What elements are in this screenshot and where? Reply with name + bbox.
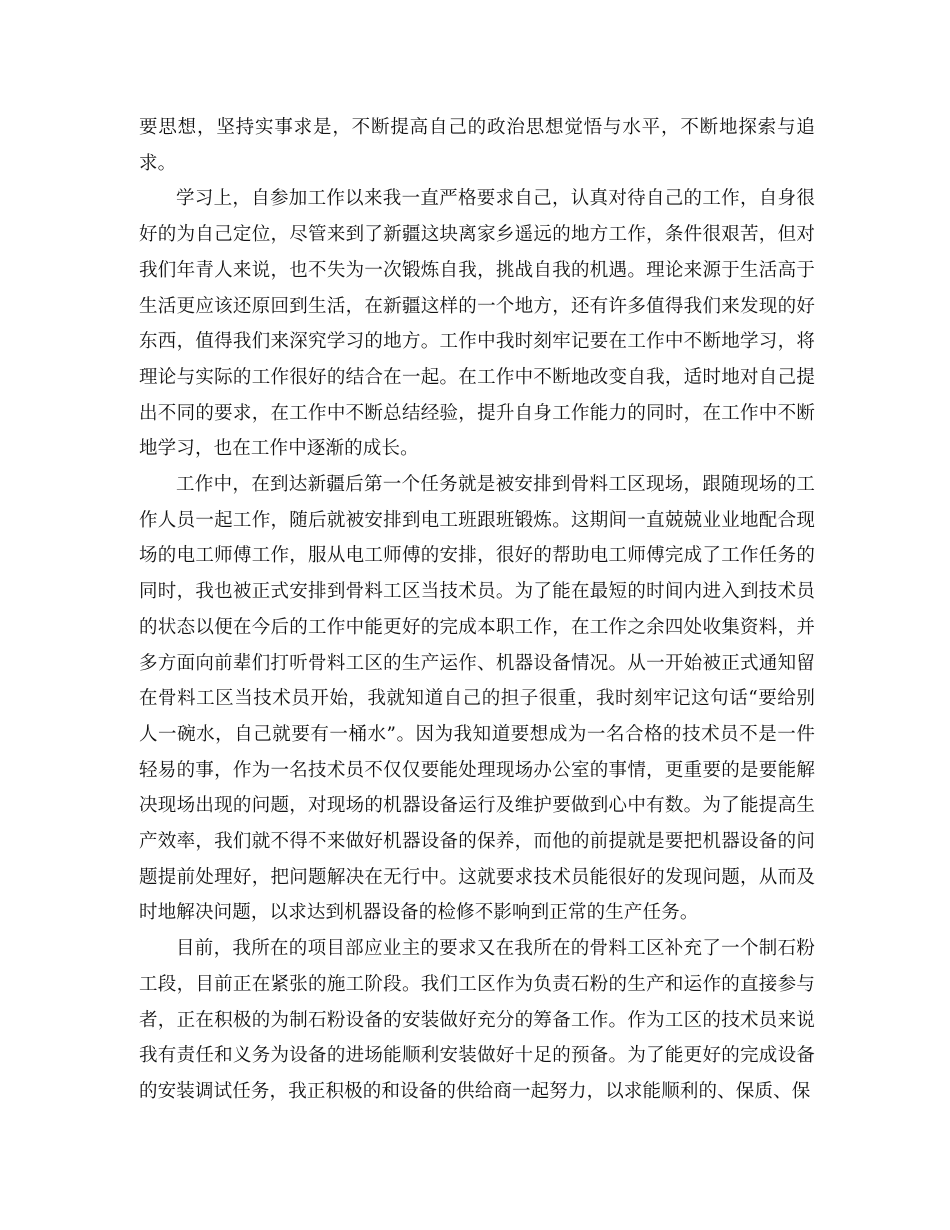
- document-body: [139, 110, 815, 1110]
- paragraph-continuation: 要思想，坚持实事求是，不断提高自己的政治思想觉悟与水平，不断地探索与追求。: [139, 117, 815, 174]
- paragraph-study: 学习上，自参加工作以来我一直严格要求自己，认真对待自己的工作，自身很好的为自己定位，尽管来到了新疆这块离家乡遥远的地方工作，条件很艰苦，但对我们年青人来说，也不失为一次锻炼自我，挑战自我的机遇。理论来源于生活高于生活更应该还原回到生活，在新疆这样的一个地方，还有许多值得我们来发现的好东西，值得我们来深究学习的地方。工作中我时刻牢记要在工作中不断地学习，将理论与实际的工作很好的结合在一起。在工作中不断地改变自我，适时地对自己提出不同的要求，在工作中不断总结经验，提升自身工作能力的同时，在工作中不断地学习，也在工作中逐渐的成长。: [139, 188, 815, 460]
- paragraph-work: 工作中，在到达新疆后第一个任务就是被安排到骨料工区现场，跟随现场的工作人员一起工作，随后就被安排到电工班跟班锻炼。这期间一直兢兢业业地配合现场的电工师傅工作，服从电工师傅的安排，很好的帮助电工师傅完成了工作任务的同时，我也被正式安排到骨料工区当技术员。为了能在最短的时间内进入到技术员的状态以便在今后的工作中能更好的完成本职工作，在工作之余四处收集资料，并多方面向前辈们打听骨料工区的生产运作、机器设备情况。从一开始被正式通知留在骨料工区当技术员开始，我就知道自己的担子很重，我时刻牢记这句话“要给别人一碗水，自己就要有一桶水”。因为我知道要想成为一名合格的技术员不是一件轻易的事，作为一名技术员不仅仅要能处理现场办公室的事情，更重要的是要能解决现场出现的问题，对现场的机器设备运行及维护要做到心中有数。为了能提高生产效率，我们就不得不来做好机器设备的保养，而他的前提就是要把机器设备的问题提前处理好，把问题解决在无行中。这就要求技术员能很好的发现问题，从而及时地解决问题，以求达到机器设备的检修不影响到正常的生产任务。: [139, 474, 815, 924]
- paragraph-current: 目前，我所在的项目部应业主的要求又在我所在的骨料工区补充了一个制石粉工段，目前正在紧张的施工阶段。我们工区作为负责石粉的生产和运作的直接参与者，正在积极的为制石粉设备的安装做好充分的筹备工作。作为工区的技术员来说我有责任和义务为设备的进场能顺利安装做好十足的预备。为了能更好的完成设备的安装调试任务，我正积极的和设备的供给商一起努力，以求能顺利的、保质、保: [139, 938, 815, 1102]
